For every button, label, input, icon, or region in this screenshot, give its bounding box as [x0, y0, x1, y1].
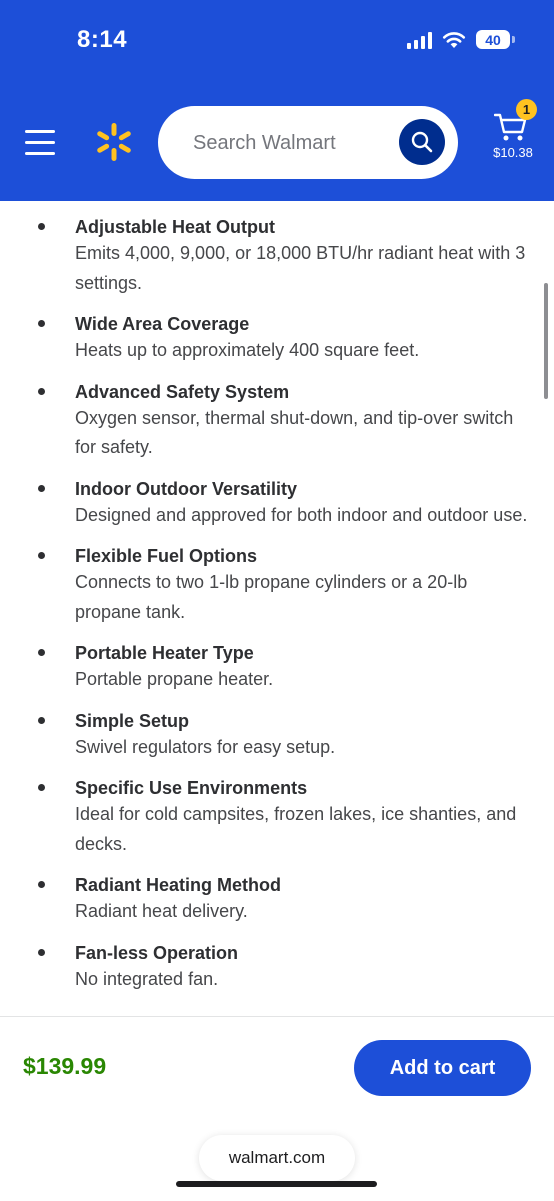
scrollbar[interactable] [544, 283, 548, 399]
bullet-icon [38, 388, 45, 395]
feature-title: Advanced Safety System [75, 381, 290, 402]
feature-description: Oxygen sensor, thermal shut-down, and tip-over switch for safety. [75, 407, 514, 457]
search-input[interactable] [191, 126, 415, 160]
feature-title: Flexible Fuel Options [75, 546, 258, 566]
feature-description: Heats up to approximately 400 square feet. [75, 340, 420, 360]
bullet-icon [38, 223, 45, 230]
list-item [0, 477, 554, 531]
feature-title: Fan-less Operation [75, 942, 239, 963]
feature-description: Connects to two 1-lb propane cylinders or a 20-lb propane tank. [75, 572, 468, 622]
product-price: $139.99 [23, 1053, 107, 1079]
list-item [0, 941, 554, 995]
bullet-icon [38, 320, 45, 327]
feature-description: Designed and approved for both indoor and outdoor use. [75, 504, 528, 525]
add-to-cart-button[interactable]: Add to cart [354, 1040, 531, 1096]
home-indicator[interactable] [176, 1181, 377, 1187]
status-icons [407, 30, 510, 49]
browser-url-bar[interactable]: walmart.com [199, 1135, 355, 1181]
list-item [0, 709, 554, 763]
app-header [0, 0, 554, 201]
bullet-icon [38, 784, 45, 791]
cart-button[interactable] [488, 102, 538, 165]
feature-description: Portable propane heater. [75, 669, 274, 689]
list-item [0, 312, 554, 366]
search-icon [410, 130, 434, 154]
cart-total: $10.38 [493, 145, 533, 160]
feature-title: Specific Use Environments [75, 778, 308, 798]
search-button[interactable] [399, 119, 445, 165]
product-features-section [0, 201, 554, 1016]
feature-title: Indoor Outdoor Versatility [75, 478, 298, 499]
feature-description: Swivel regulators for easy setup. [75, 736, 336, 757]
list-item [0, 873, 554, 927]
cellular-signal-icon [407, 31, 432, 49]
bullet-icon [38, 717, 45, 724]
status-time: 8:14 [77, 26, 128, 53]
wifi-icon [442, 31, 466, 49]
feature-title: Portable Heater Type [75, 643, 254, 663]
feature-list [0, 201, 554, 994]
feature-title: Wide Area Coverage [75, 314, 250, 334]
feature-description: Radiant heat delivery. [75, 901, 248, 921]
bullet-icon [38, 949, 45, 956]
list-item [0, 215, 554, 298]
bullet-icon [38, 649, 45, 656]
feature-title: Radiant Heating Method [75, 875, 281, 895]
feature-description: Emits 4,000, 9,000, or 18,000 BTU/hr radiant heat with 3 settings. [75, 243, 526, 293]
bullet-icon [38, 485, 45, 492]
walmart-spark-logo-icon[interactable] [94, 122, 134, 162]
search-bar[interactable] [158, 106, 458, 179]
battery-icon: 40 [476, 30, 510, 49]
menu-button[interactable] [25, 130, 55, 154]
list-item [0, 380, 554, 463]
feature-description: No integrated fan. [75, 968, 219, 989]
list-item [0, 641, 554, 695]
feature-description: Ideal for cold campsites, frozen lakes, ice shanties, and decks. [75, 804, 517, 854]
list-item [0, 544, 554, 627]
purchase-footer [0, 1016, 554, 1201]
feature-title: Simple Setup [75, 710, 190, 731]
bullet-icon [38, 552, 45, 559]
list-item [0, 776, 554, 859]
bullet-icon [38, 881, 45, 888]
cart-count-badge: 1 [516, 99, 537, 120]
feature-title: Adjustable Heat Output [75, 217, 276, 237]
